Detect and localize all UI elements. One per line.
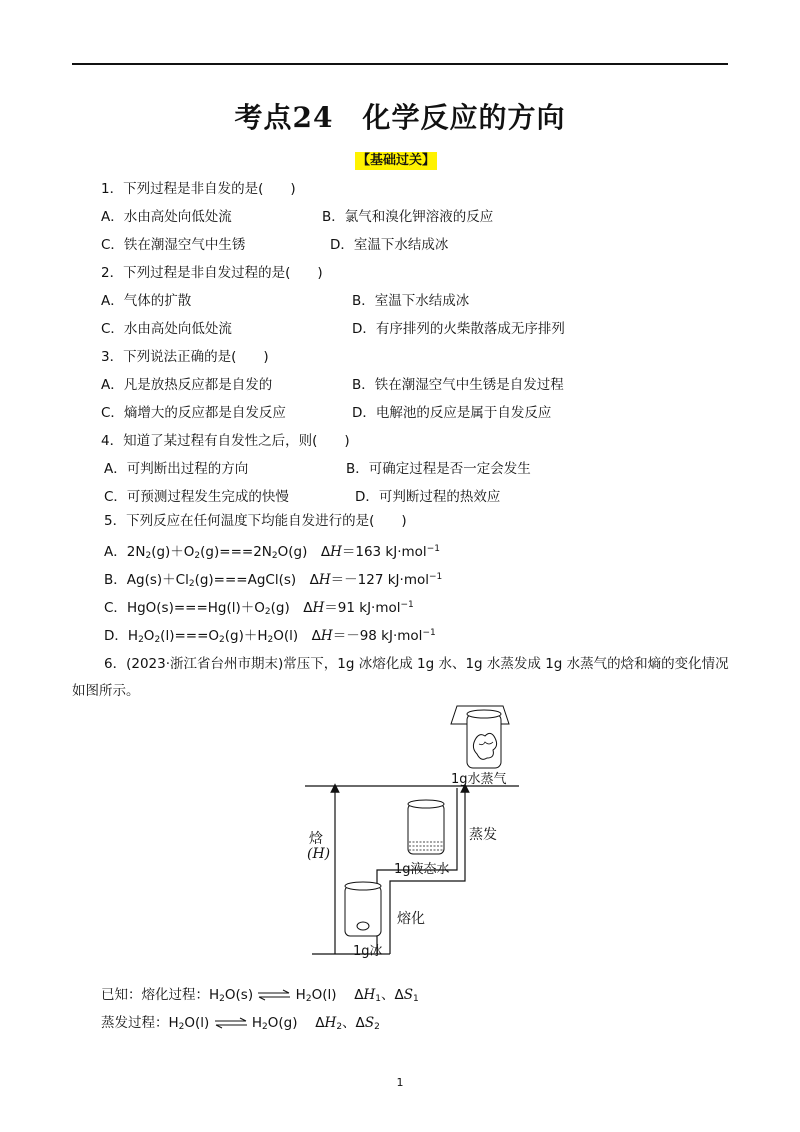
q5-option-c-label: C． [104, 600, 127, 616]
label-evaporation: 蒸发 [469, 827, 497, 843]
q1-option-d: D．室温下水结成冰 [330, 237, 449, 253]
q5-option-a-label: A． [104, 544, 127, 560]
q1-stem: 1．下列过程是非自发的是( ) [101, 181, 296, 197]
q4-option-a: A．可判断出过程的方向 [104, 461, 249, 477]
q5-option-d-label: D． [104, 628, 128, 644]
known-melting: 已知：熔化过程：$H_2O(s)$ $H_2O(l)$ $\Delta H_1$、$\Delta S_1$ [101, 987, 419, 1004]
y-axis-label-symbol: (H) [307, 846, 331, 862]
q5-option-b-label: B． [104, 572, 127, 588]
top-rule [72, 63, 728, 65]
q2-option-c: C．水由高处向低处流 [101, 321, 232, 337]
q2-option-d: D．有序排列的火柴散落成无序排列 [352, 321, 565, 337]
q3-option-c: C．熵增大的反应都是自发反应 [101, 405, 286, 421]
equilibrium-arrow-icon [257, 989, 291, 1001]
q5-option-c: C．$HgO(s)===Hg(l)+O_2(g)$ ΔH＝91 kJ·mol$^{-1}$ [104, 600, 414, 617]
q3-option-d: D．电解池的反应是属于自发反应 [352, 405, 552, 421]
q2-stem: 2．下列过程是非自发过程的是( ) [101, 265, 323, 281]
q4-option-c: C．可预测过程发生完成的快慢 [104, 489, 289, 505]
page-title: 考点24 化学反应的方向 [234, 101, 566, 134]
enthalpy-diagram [305, 700, 535, 972]
q3-option-b: B．铁在潮湿空气中生锈是自发过程 [352, 377, 564, 393]
q3-stem: 3．下列说法正确的是( ) [101, 349, 269, 365]
q5-stem: 5．下列反应在任何温度下均能自发进行的是( ) [104, 513, 407, 529]
liquid-beaker-icon [408, 800, 444, 854]
q5-option-a: A．$2N_2(g)+O_2(g)===2N_2O(g)$ ΔH＝163 kJ·mol$^{-1}$ [104, 544, 440, 561]
label-ice: 1g冰 [353, 944, 383, 959]
known-melting-prefix: 已知：熔化过程： [101, 987, 209, 1003]
y-axis-label-char: 焓 [309, 831, 323, 847]
label-liquid: 1g液态水 [394, 862, 450, 877]
q6-stem-line2: 如图所示。 [72, 683, 140, 699]
q1-option-a: A．水由高处向低处流 [101, 209, 232, 225]
label-melting: 熔化 [397, 911, 425, 927]
q5-option-d: D．$H_2O_2(l)===O_2(g)+H_2O(l)$ ΔH＝－98 kJ·mol$^{-1}$ [104, 628, 436, 645]
q4-option-d: D．可判断过程的热效应 [355, 489, 501, 505]
q1-option-b: B．氯气和溴化钾溶液的反应 [322, 209, 494, 225]
q1-option-c: C．铁在潮湿空气中生锈 [101, 237, 246, 253]
q3-option-a: A．凡是放热反应都是自发的 [101, 377, 273, 393]
q4-stem: 4．知道了某过程有自发性之后，则( ) [101, 433, 350, 449]
equilibrium-arrow-icon [214, 1017, 248, 1029]
vapor-beaker-icon [451, 706, 509, 768]
known-evaporation: 蒸发过程：$H_2O(l)$ $H_2O(g)$ $\Delta H_2$、$\Delta S_2$ [101, 1015, 380, 1032]
page-number: 1 [396, 1076, 404, 1089]
known-evaporation-prefix: 蒸发过程： [101, 1015, 169, 1031]
section-badge: 【基础过关】 [357, 153, 436, 168]
q5-option-b: B．$Ag(s)+Cl_2(g)===AgCl(s)$ ΔH＝－127 kJ·mol$^{-1}$ [104, 572, 443, 589]
q2-option-b: B．室温下水结成冰 [352, 293, 470, 309]
q4-option-b: B．可确定过程是否一定会发生 [346, 461, 531, 477]
q6-stem-line1: 6．(2023·浙江省台州市期末)常压下，1g 冰熔化成 1g 水、1g 水蒸发成 1g 水蒸气的焓和熵的变化情况 [104, 656, 729, 672]
q2-option-a: A．气体的扩散 [101, 293, 192, 309]
ice-beaker-icon [345, 882, 381, 936]
label-vapor: 1g水蒸气 [451, 772, 507, 787]
